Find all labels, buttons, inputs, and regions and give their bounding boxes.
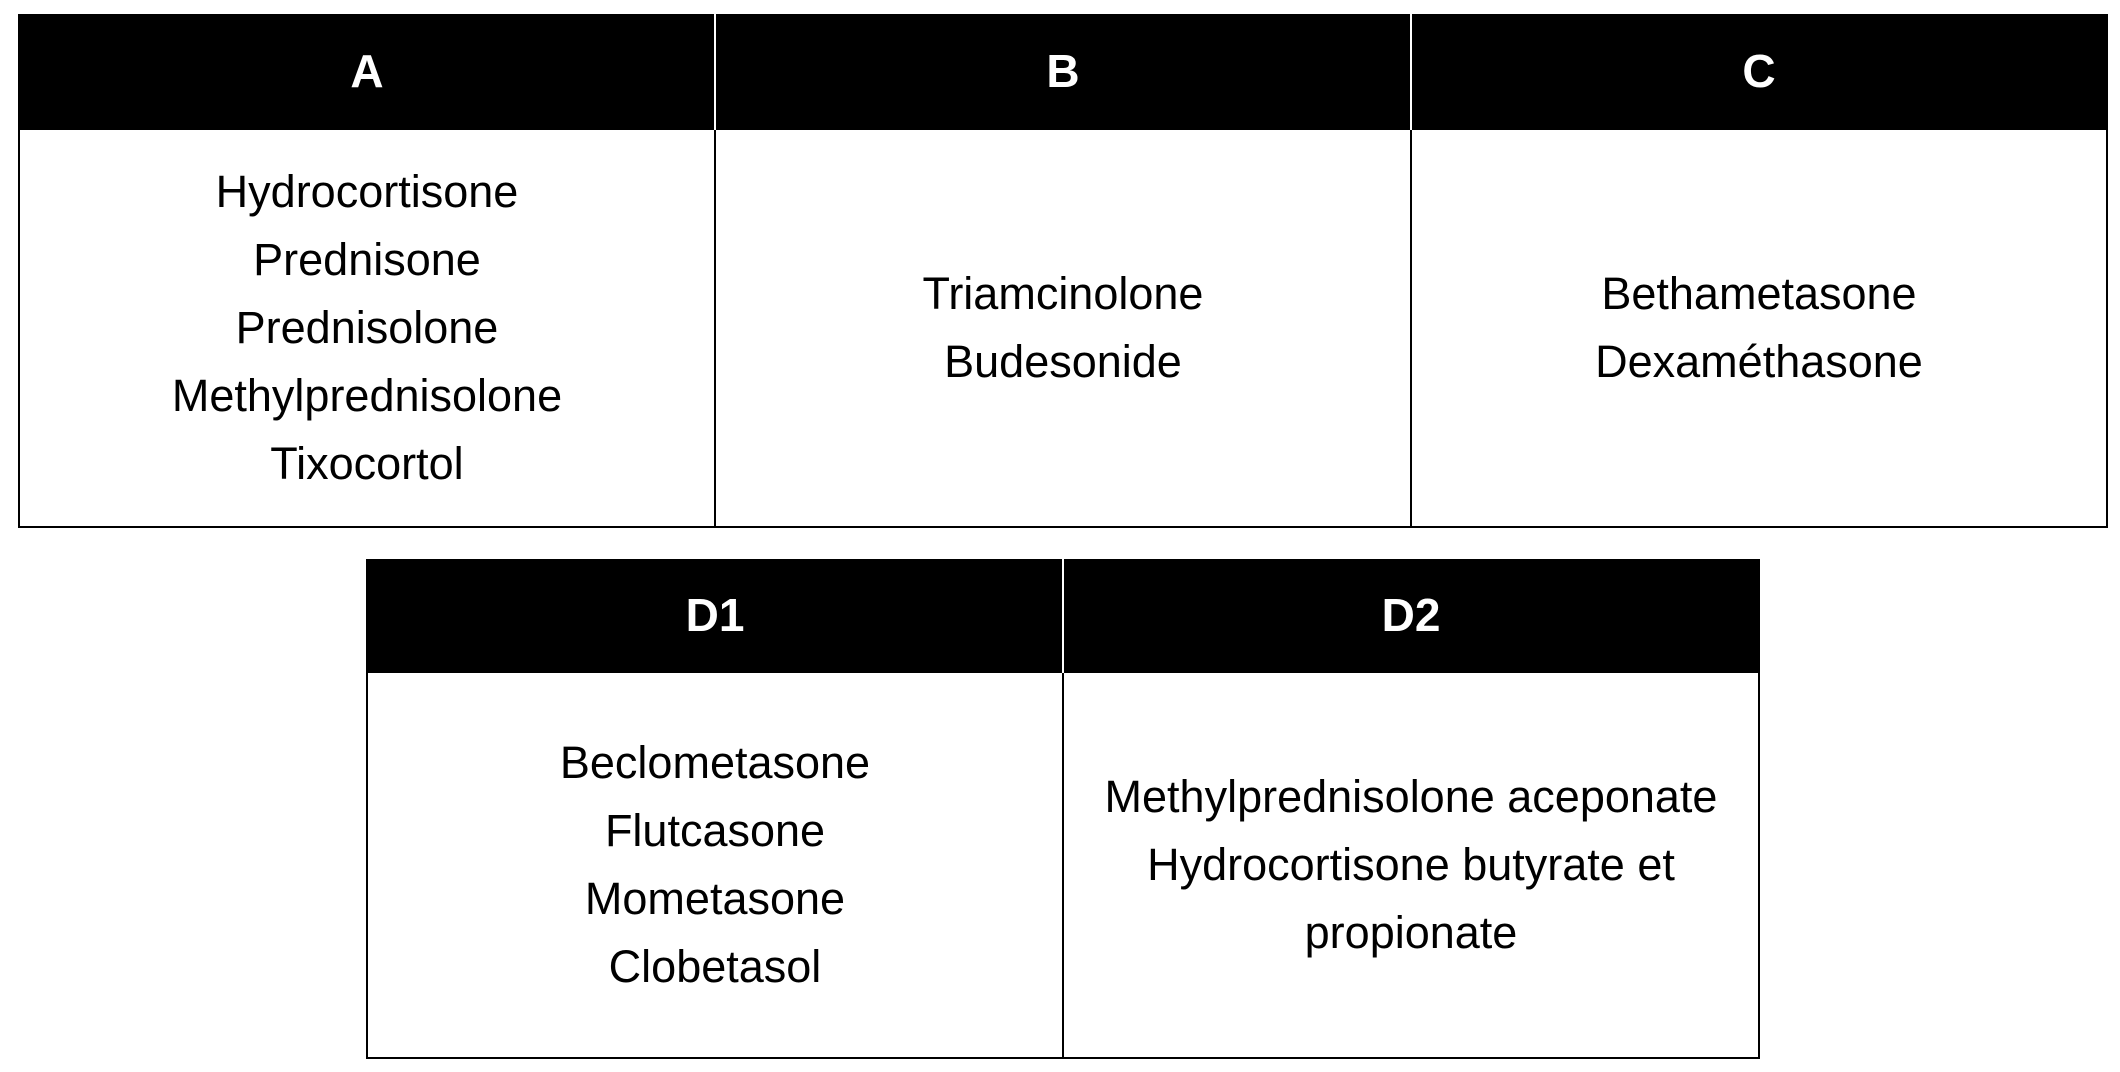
table-row: [19, 129, 2107, 527]
drug-name: Budesonide: [944, 336, 1182, 387]
drug-name: Bethametasone: [1601, 268, 1917, 319]
column-header-d2: D2: [1063, 559, 1759, 672]
header-row: [367, 559, 1759, 672]
group-a-cell: [19, 129, 715, 527]
group-b-cell: [715, 129, 1411, 527]
drug-name: Methylprednisolone: [171, 370, 563, 421]
group-d1-cell: [367, 672, 1063, 1058]
drug-name: Tixocortol: [270, 438, 464, 489]
drug-name: Methylprednisolone aceponate: [1104, 771, 1718, 822]
drug-name: Prednisone: [253, 234, 481, 285]
corticosteroid-groups-table-d: [366, 559, 1760, 1059]
drug-name: Flutcasone: [604, 805, 826, 856]
group-d2-cell: [1063, 672, 1759, 1058]
group-c-cell: [1411, 129, 2107, 527]
column-header-c: C: [1411, 14, 2107, 129]
header-row: [19, 14, 2107, 129]
column-header-b: B: [715, 14, 1411, 129]
drug-name: Triamcinolone: [922, 268, 1204, 319]
column-header-d1: D1: [367, 559, 1063, 672]
drug-name: Prednisolone: [235, 302, 499, 353]
drug-name: Mometasone: [584, 873, 846, 924]
column-header-a: A: [19, 14, 715, 129]
drug-name: Clobetasol: [608, 941, 822, 992]
table-row: [367, 672, 1759, 1058]
drug-name: Dexaméthasone: [1595, 336, 1923, 387]
drug-name: Hydrocortisone: [215, 166, 519, 217]
corticosteroid-groups-table-abc: [18, 14, 2108, 528]
drug-name: Beclometasone: [559, 737, 871, 788]
drug-name: Hydrocortisone butyrate et propionate: [1147, 839, 1675, 958]
